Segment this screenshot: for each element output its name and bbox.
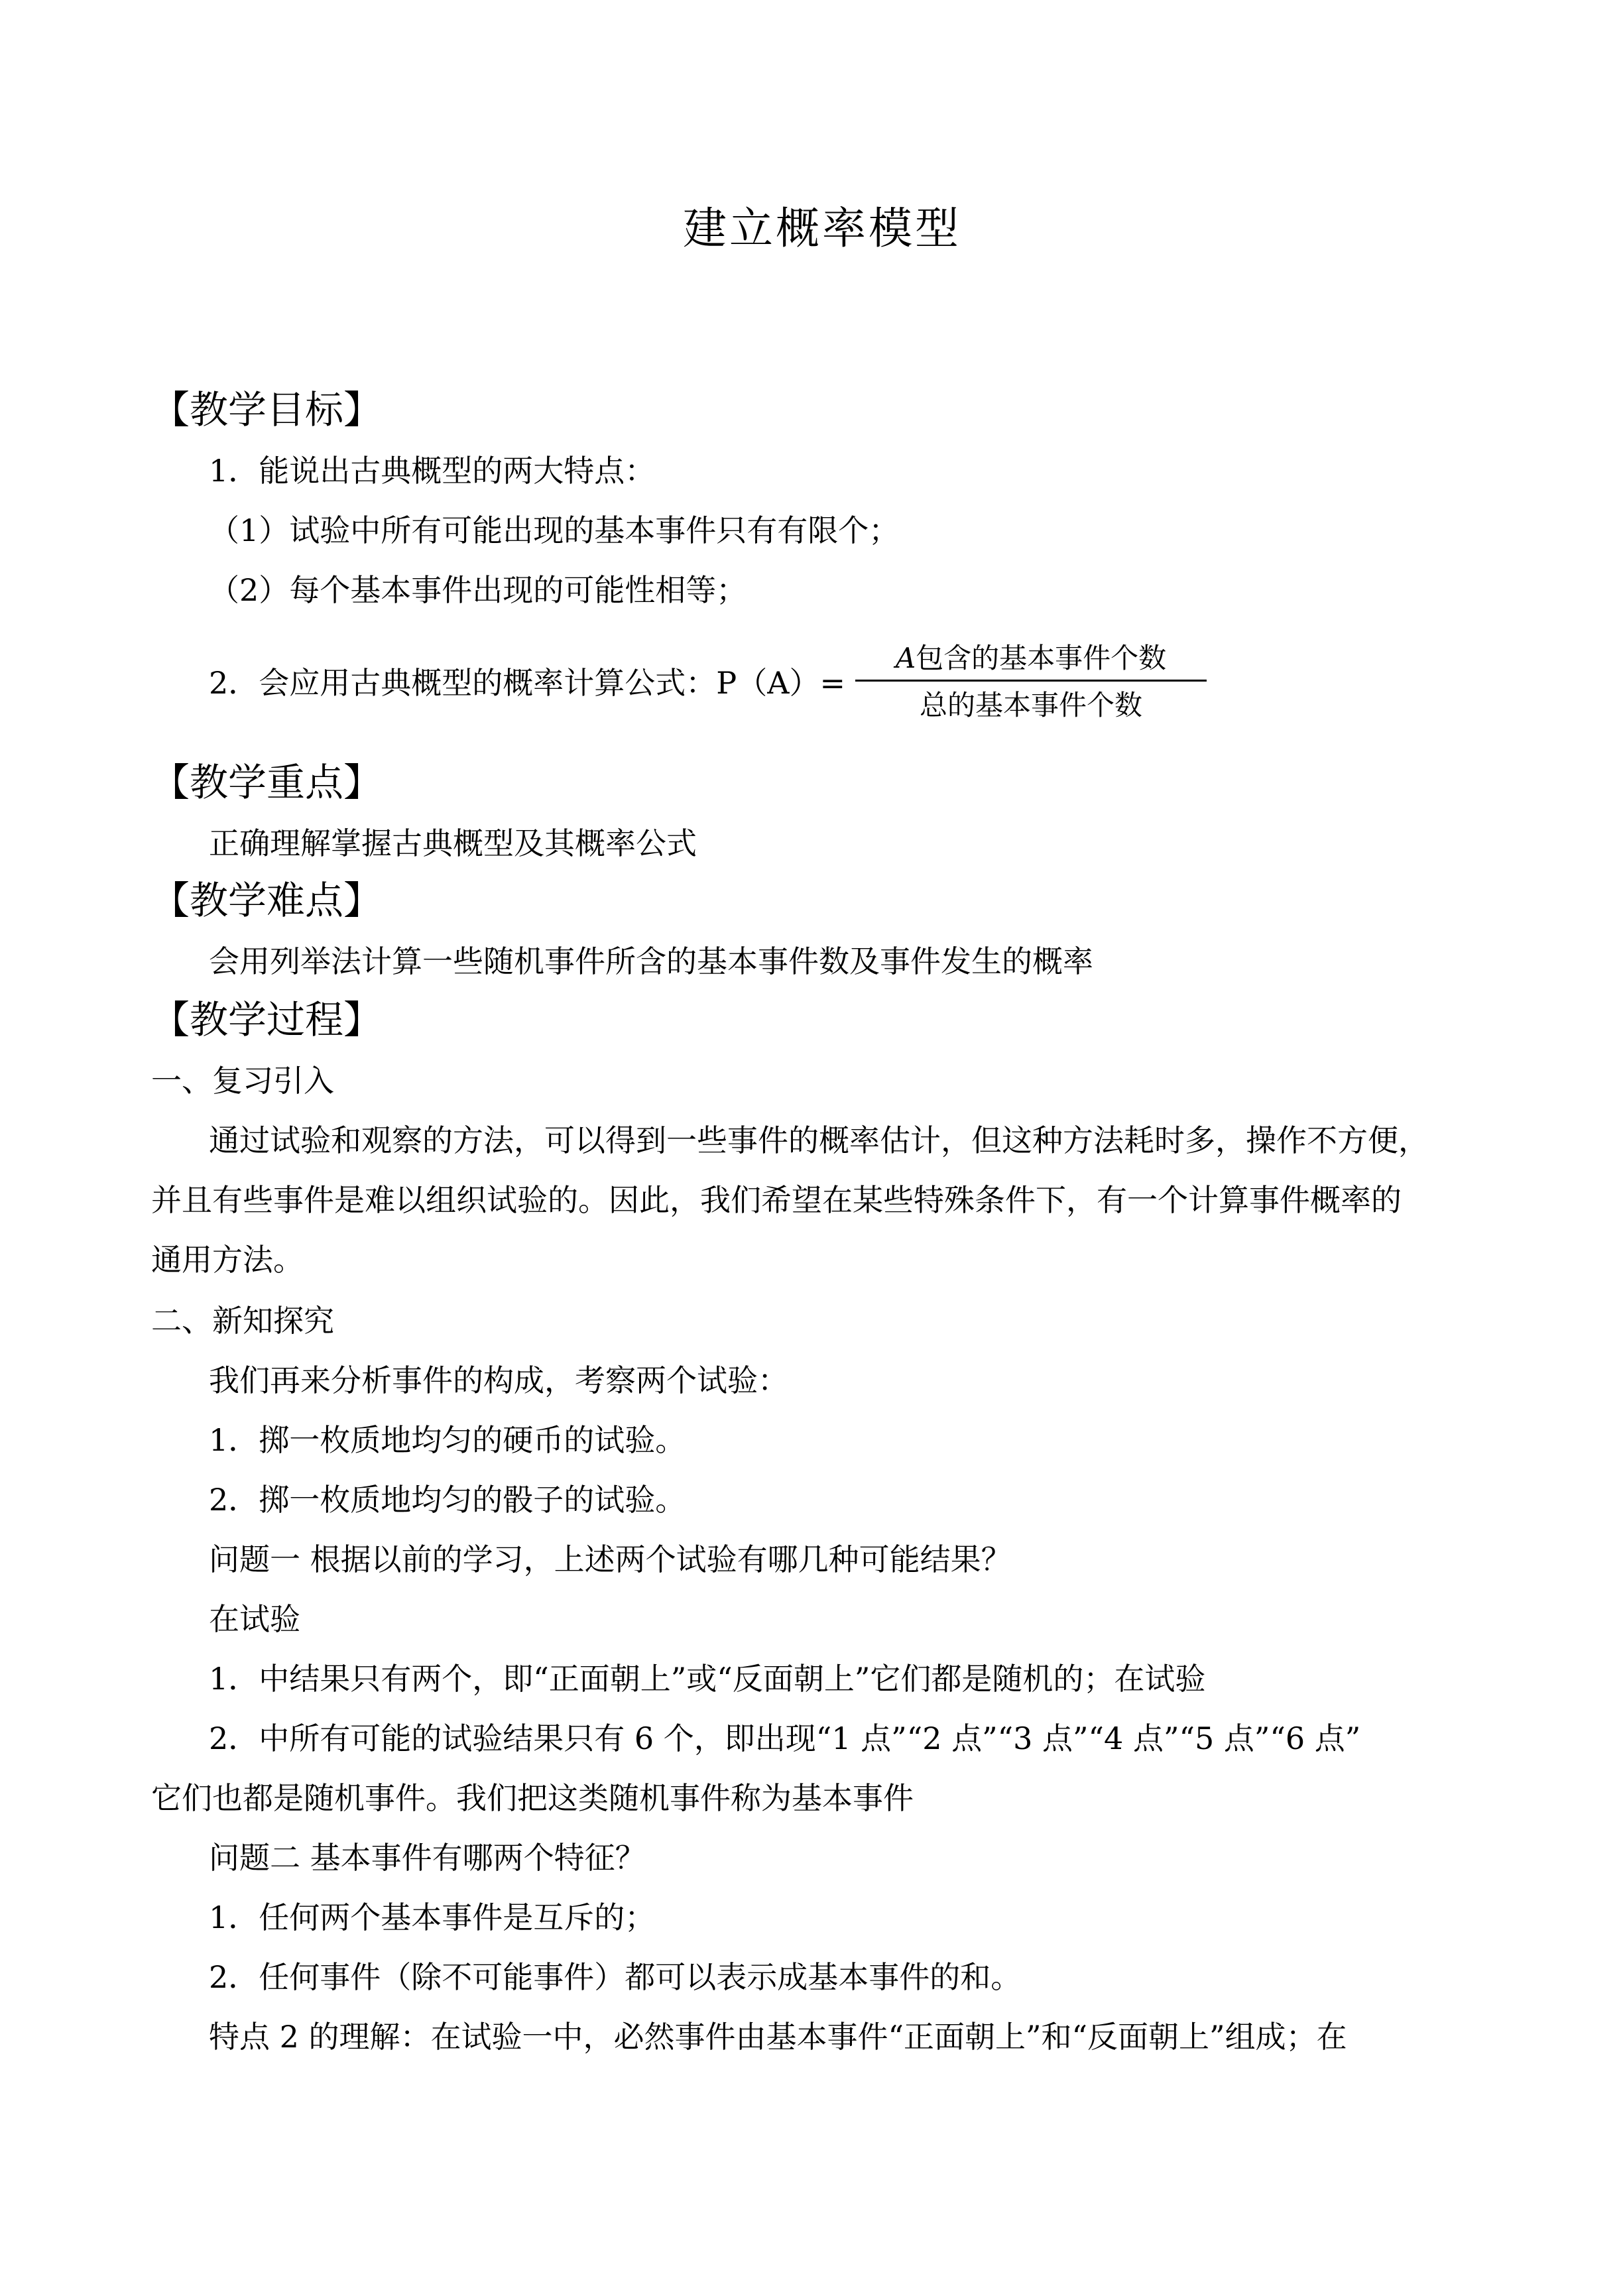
part2-line-4: 问题一 根据以前的学习，上述两个试验有哪几种可能结果？ [209,1541,1012,1577]
goal-item-1: 1．能说出古典概型的两大特点： [209,453,656,489]
part1-paragraph-line-2: 并且有些事件是难以组织试验的。因此，我们希望在某些特殊条件下，有一个计算事件概率的 [151,1182,1402,1218]
part2-line-10: 1．任何两个基本事件是互斥的； [209,1900,656,1935]
part2-line-3: 2．掷一枚质地均匀的骰子的试验。 [209,1482,686,1518]
probability-formula-fraction [855,640,1207,724]
part2-line-2: 1．掷一枚质地均匀的硬币的试验。 [209,1422,686,1458]
difficulty-text: 会用列举法计算一些随机事件所含的基本事件数及事件发生的概率 [209,943,1093,979]
formula-event-variable: A [895,642,916,674]
part2-line-6: 1．中结果只有两个，即“正面朝上”或“反面朝上”它们都是随机的；在试验 [209,1661,1206,1697]
focus-text: 正确理解掌握古典概型及其概率公式 [209,825,697,861]
goal-item-1b: （2）每个基本事件出现的可能性相等； [209,572,747,608]
part2-line-7: 2．中所有可能的试验结果只有 6 个，即出现“1 点”“2 点”“3 点”“4 点”“5 点”“6 点” [209,1721,1361,1756]
part2-line-12: 特点 2 的理解：在试验一中，必然事件由基本事件“正面朝上”和“反面朝上”组成；在 [209,2019,1347,2055]
part1-paragraph-line-1: 通过试验和观察的方法，可以得到一些事件的概率估计，但这种方法耗时多，操作不方便， [209,1122,1429,1158]
section-heading-process: 【教学过程】 [151,997,383,1042]
goal-item-1a: （1）试验中所有可能出现的基本事件只有有限个； [209,513,900,548]
part2-line-8: 它们也都是随机事件。我们把这类随机事件称为基本事件 [151,1780,914,1816]
formula-numerator-text: 包含的基本事件个数 [916,642,1167,674]
part2-line-11: 2．任何事件（除不可能事件）都可以表示成基本事件的和。 [209,1959,1022,1995]
goal-item-2: 2．会应用古典概型的概率计算公式：P（A）= [209,665,845,701]
part2-title: 二、新知探究 [151,1303,334,1339]
formula-denominator: 总的基本事件个数 [919,689,1142,721]
part1-paragraph-line-3: 通用方法。 [151,1242,304,1278]
part2-line-1: 我们再来分析事件的构成，考察两个试验： [209,1362,788,1398]
part2-line-5: 在试验 [209,1601,300,1637]
part2-line-9: 问题二 基本事件有哪两个特征？ [209,1840,646,1876]
fraction-bar [855,680,1207,682]
page-title: 建立概率模型 [683,203,961,254]
formula-numerator [855,640,1207,677]
section-heading-difficulty: 【教学难点】 [151,878,383,923]
part1-title: 一、复习引入 [151,1063,334,1099]
section-heading-focus: 【教学重点】 [151,760,383,805]
section-heading-goals: 【教学目标】 [151,387,383,432]
